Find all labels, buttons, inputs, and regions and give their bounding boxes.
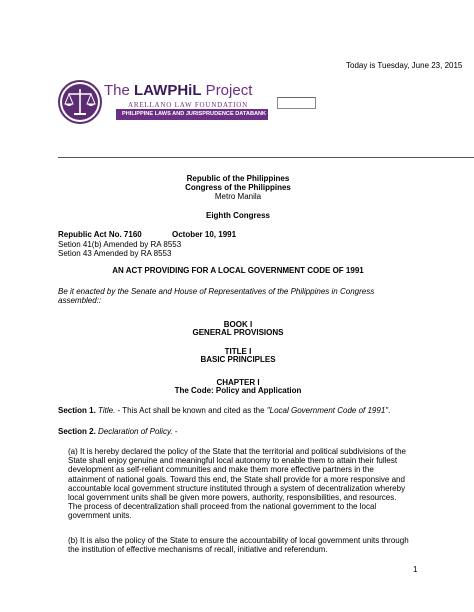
date-line: Today is Tuesday, June 23, 2015 (346, 61, 463, 70)
paragraph-b: (b) It is also the policy of the State to ensure the accountability of local government units through the institution of effective mechanisms of recall, initiative and referendum. (68, 536, 409, 555)
scales-of-justice-icon (58, 80, 102, 124)
section-2: Section 2. Declaration of Policy. - (58, 427, 178, 436)
congress-line: Congress of the Philippines (185, 183, 291, 192)
book-name: GENERAL PROVISIONS (192, 328, 284, 337)
book-label: BOOK I (223, 320, 253, 329)
header-divider (58, 157, 474, 158)
chapter-label: CHAPTER I (216, 378, 260, 387)
chapter-name: The Code: Policy and Application (174, 386, 302, 395)
amendment-2: Setion 43 Amended by RA 8553 (58, 249, 172, 258)
act-number: Republic Act No. 7160 (58, 230, 142, 239)
section-1: Section 1. Title. - This Act shall be known and cited as the "Local Government Code of 1991". (58, 406, 391, 415)
paragraph-a: (a) It is hereby declared the policy of the State that the territorial and political subdivisions of the State shall enjoy genuine and meaningful local autonomy to enable them to attain their fullest development as self-reliant communities and make them more effective partners in the attainment of national goals. Toward this end, the State shall provide for a more responsive and accountable local government structure instituted through a system of decentralization whereby local government units shall be given more powers, authority, responsibilities, and resources. The process of decentralization shall proceed from the national government to the local government units. (68, 447, 406, 521)
session-line: Eighth Congress (205, 211, 270, 220)
enacting-clause: Be it enacted by the Senate and House of Representatives of the Philippines in Congress assembled:: (58, 287, 375, 305)
city-line: Metro Manila (214, 192, 262, 201)
logo-foundation: ARELLANO LAW FOUNDATION (128, 101, 248, 109)
title-name: BASIC PRINCIPLES (200, 355, 276, 364)
act-title: AN ACT PROVIDING FOR A LOCAL GOVERNMENT CODE OF 1991 (112, 266, 364, 275)
logo-tagline: PHILIPPINE LAWS AND JURISPRUDENCE DATABANK (116, 109, 268, 120)
amendment-1: Setion 41(b) Amended by RA 8553 (58, 240, 182, 249)
act-date: October 10, 1991 (172, 230, 237, 239)
page-number: 1 (413, 565, 418, 574)
republic-line: Republic of the Philippines (186, 174, 290, 183)
title-label: TITLE I (224, 347, 252, 356)
lawphil-logo[interactable] (58, 80, 266, 126)
logo-title: The LAWPHiL Project (104, 82, 253, 99)
search-input[interactable] (277, 97, 316, 109)
